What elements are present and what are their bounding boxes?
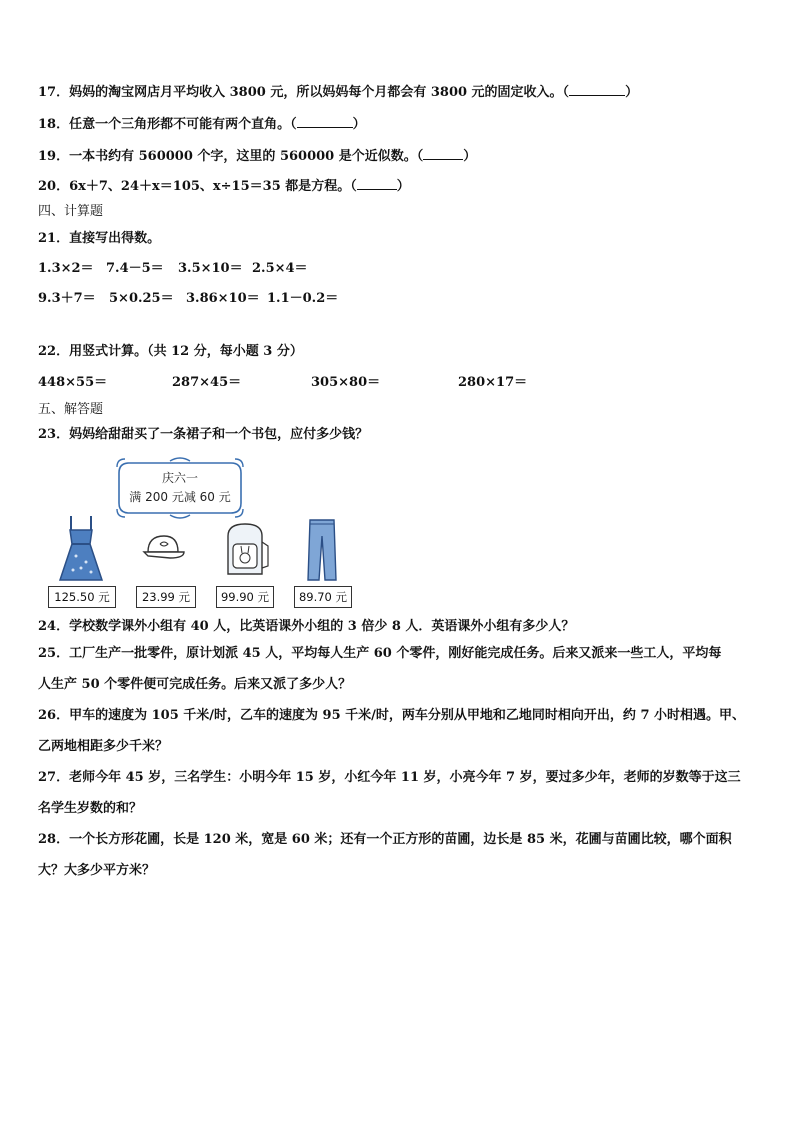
calc-item: 9.3＋7＝ (38, 291, 96, 306)
section-heading-calc: 四、计算题 (38, 204, 104, 219)
calc-item: 305×80＝ (311, 375, 381, 390)
paren-close: ） (625, 85, 639, 100)
section-heading-solve: 五、解答题 (38, 402, 104, 417)
q21-row1 (38, 260, 308, 278)
question-26-line1: 26．甲车的速度为 105 千米/时，乙车的速度为 95 千米/时，两车分别从甲地和乙地同时相向开出，约 7 小时相遇。甲、 (38, 708, 746, 723)
answer-blank-18[interactable] (297, 114, 353, 128)
question-24-text: 24．学校数学课外小组有 40 人，比英语课外小组的 3 倍少 8 人．英语课外小组有多少人？ (38, 619, 575, 634)
question-26-line2: 乙两地相距多少千米？ (38, 739, 169, 754)
calc-item: 1.1－0.2＝ (267, 291, 339, 306)
question-20-text: 20．6x＋7、24＋x＝105、x÷15＝35 都是方程。（ (38, 179, 357, 194)
question-21-text: 21．直接写出得数。 (38, 231, 161, 246)
backpack-icon (220, 522, 270, 582)
question-25-line1: 25．工厂生产一批零件，原计划派 45 人，平均每人生产 60 个零件，刚好能完成任务。后来又派来一些工人，平均每 (38, 646, 722, 661)
paren-close: ） (396, 179, 410, 194)
price-tag-jeans: 89.70 元 (294, 586, 352, 608)
question-28-line2: 大？大多少平方米？ (38, 863, 156, 878)
calc-item: 287×45＝ (172, 375, 242, 390)
price-tag-dress: 125.50 元 (48, 586, 116, 608)
banner-line-2: 满 200 元减 60 元 (129, 490, 231, 504)
calc-item: 448×55＝ (38, 375, 108, 390)
question-27-line1: 27．老师今年 45 岁，三名学生：小明今年 15 岁，小红今年 11 岁，小亮今年 7 岁，要过多少年，老师的岁数等于这三 (38, 770, 741, 785)
calc-item: 2.5×4＝ (252, 261, 308, 276)
question-22-text: 22．用竖式计算。（共 12 分，每小题 3 分） (38, 344, 303, 359)
question-20 (38, 176, 410, 196)
price-tag-backpack: 99.90 元 (216, 586, 274, 608)
q21-row2 (38, 290, 338, 308)
paren-close: ） (352, 117, 366, 132)
promo-banner (115, 455, 245, 521)
q22-row (38, 374, 527, 392)
price-tag-cap: 23.99 元 (136, 586, 196, 608)
question-18-text: 18．任意一个三角形都不可能有两个直角。（ (38, 117, 297, 132)
question-19-text: 19．一本书约有 560000 个字，这里的 560000 是个近似数。（ (38, 149, 424, 164)
question-19 (38, 146, 476, 166)
question-17-text: 17．妈妈的淘宝网店月平均收入 3800 元，所以妈妈每个月都会有 3800 元的固定收入。（ (38, 85, 570, 100)
question-17 (38, 82, 638, 102)
calc-item: 1.3×2＝ (38, 261, 94, 276)
question-23-text: 23．妈妈给甜甜买了一条裙子和一个书包，应付多少钱？ (38, 427, 369, 442)
question-28-line1: 28．一个长方形花圃，长是 120 米，宽是 60 米；还有一个正方形的苗圃，边长是 85 米，花圃与苗圃比较，哪个面积 (38, 832, 732, 847)
answer-blank-19[interactable] (423, 146, 463, 160)
calc-item: 5×0.25＝ (109, 291, 174, 306)
calc-item: 280×17＝ (458, 375, 528, 390)
jeans-icon (306, 518, 338, 586)
answer-blank-20[interactable] (357, 176, 397, 190)
question-25-line2: 人生产 50 个零件便可完成任务。后来又派了多少人？ (38, 677, 352, 692)
question-27-line2: 名学生岁数的和？ (38, 801, 143, 816)
calc-item: 3.86×10＝ (186, 291, 260, 306)
dress-icon (58, 516, 104, 586)
banner-line-1: 庆六一 (161, 471, 198, 485)
cap-icon (140, 532, 186, 566)
answer-blank-17[interactable] (569, 82, 625, 96)
question-18 (38, 114, 366, 134)
calc-item: 7.4－5＝ (106, 261, 164, 276)
calc-item: 3.5×10＝ (178, 261, 243, 276)
paren-close: ） (463, 149, 477, 164)
